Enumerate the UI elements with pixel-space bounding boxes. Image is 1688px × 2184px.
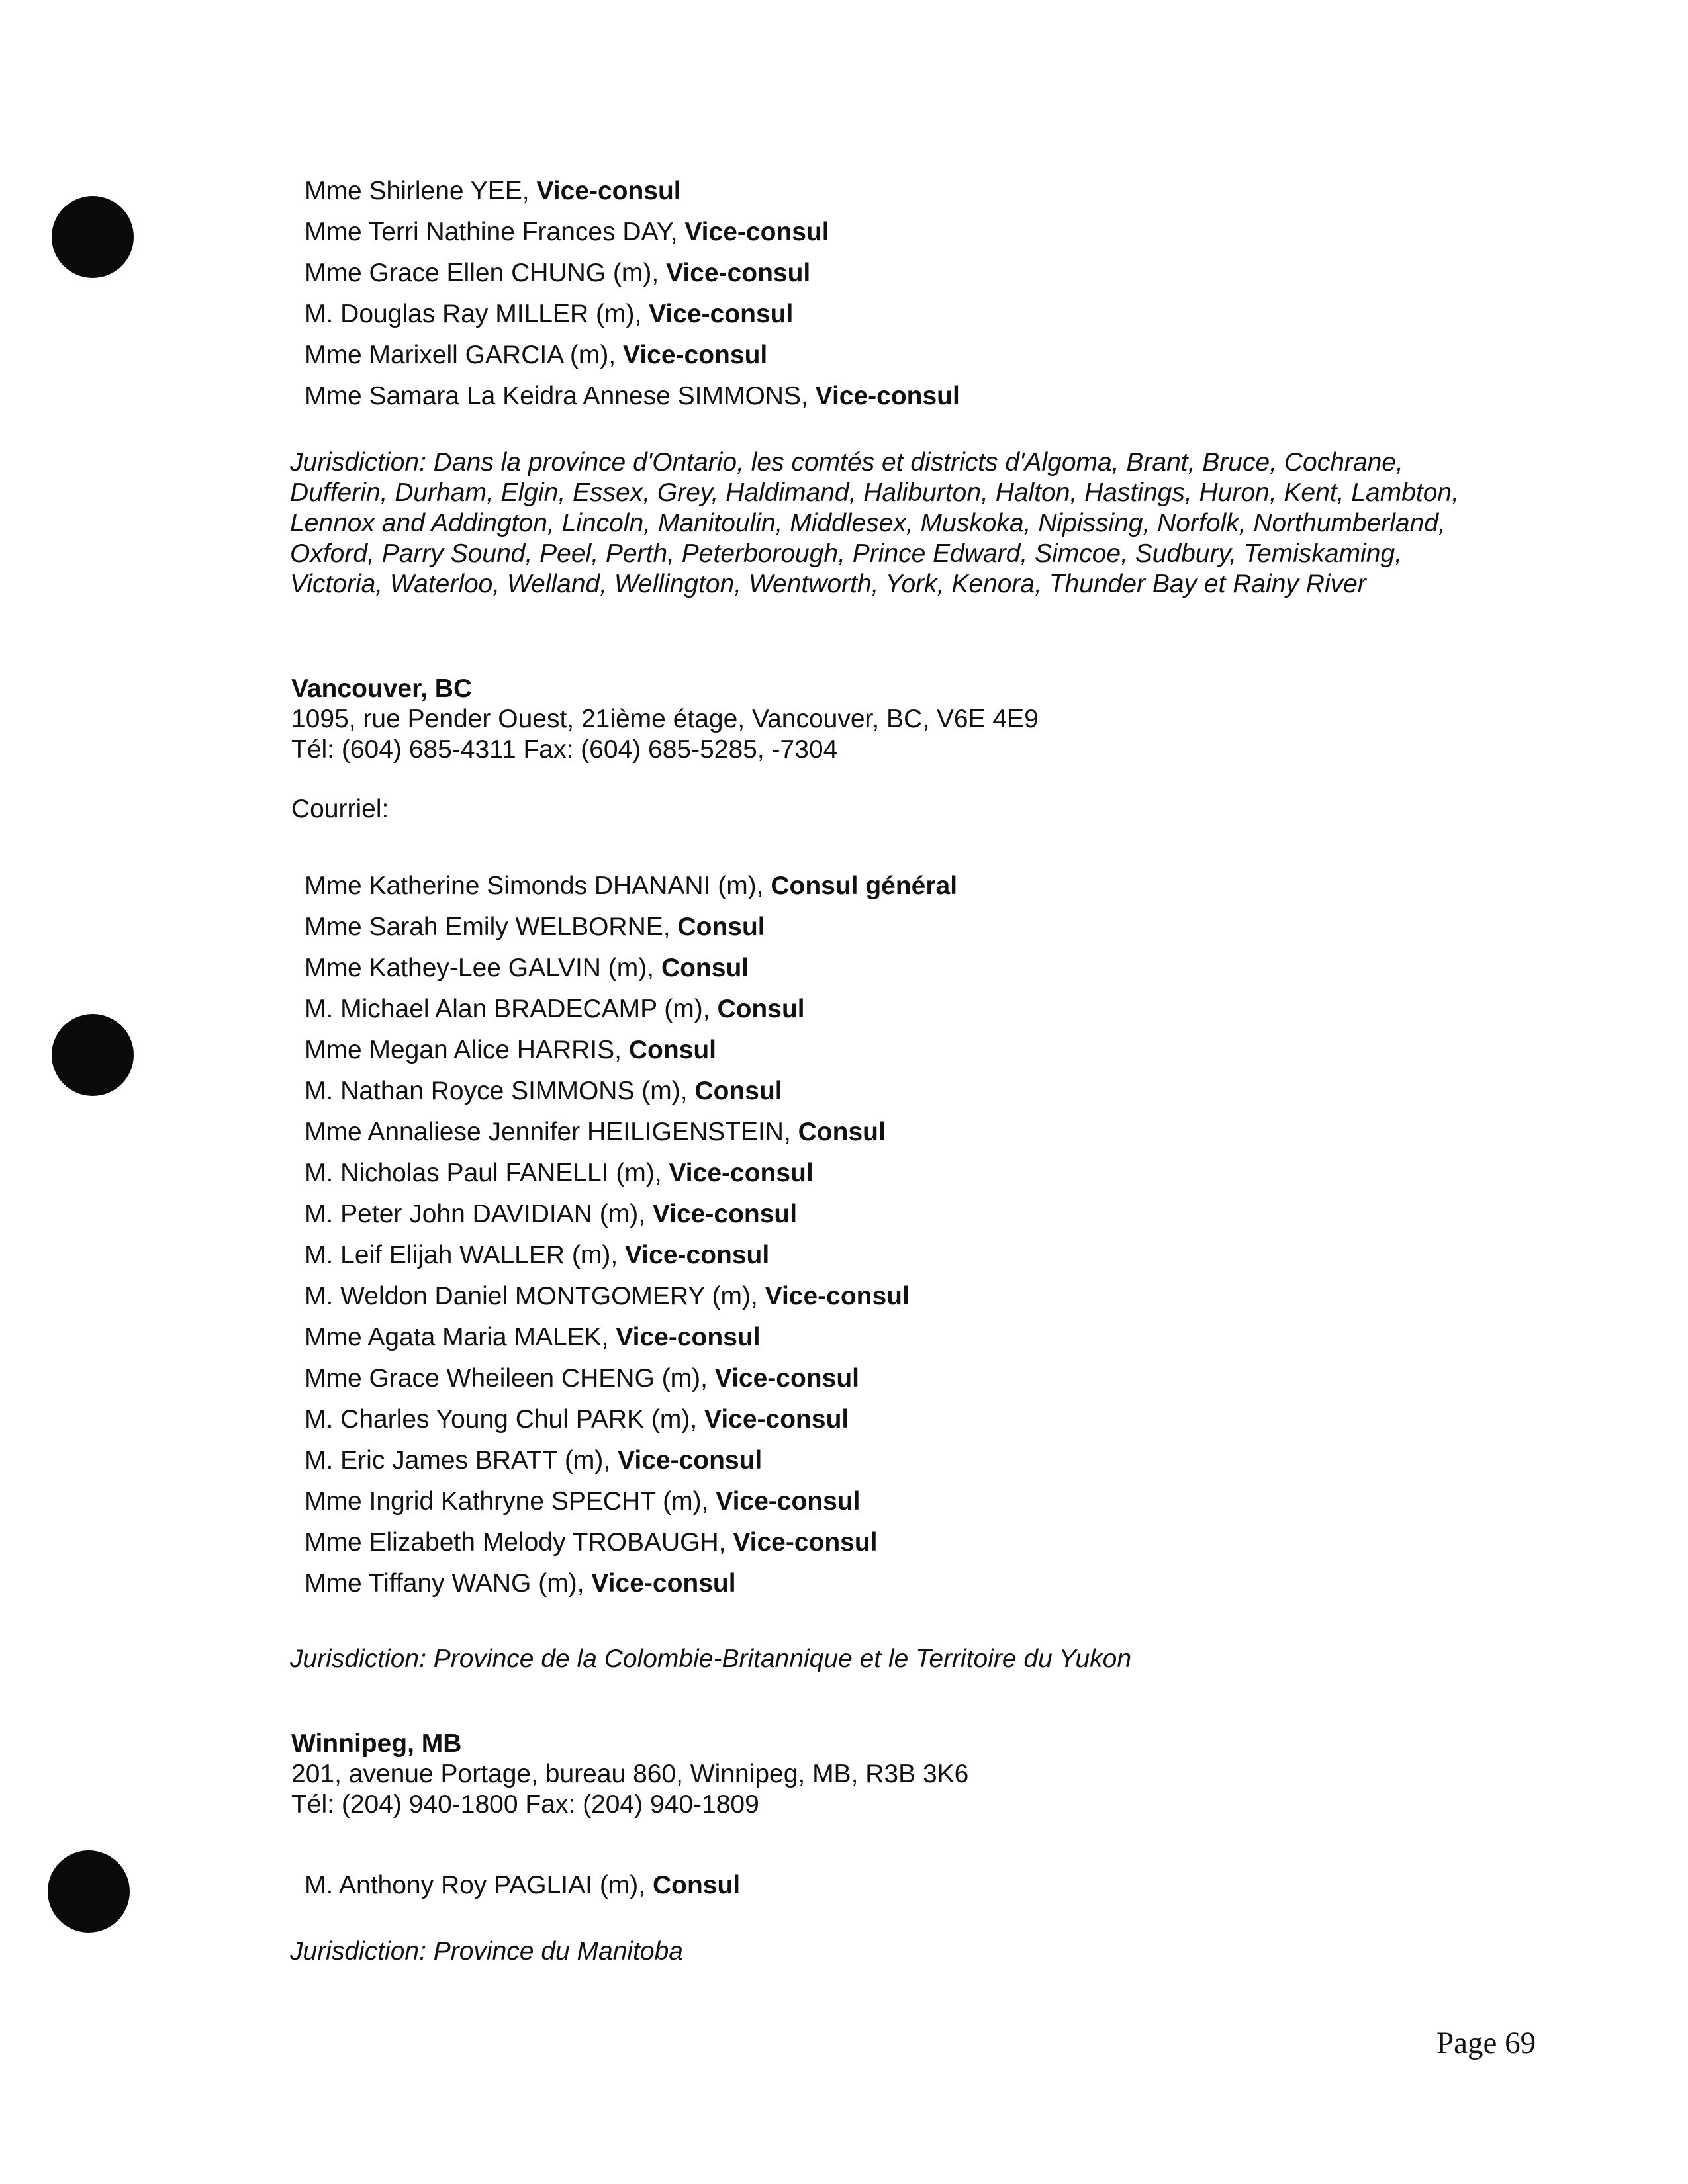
- staff-title: Vice-consul: [649, 300, 794, 328]
- staff-title: Vice-consul: [714, 1364, 859, 1392]
- vancouver-jurisdiction: Jurisdiction: Province de la Colombie-Britannique et le Territoire du Yukon: [290, 1645, 1132, 1673]
- office-phone: Tél: (204) 940-1800 Fax: (204) 940-1809: [291, 1790, 759, 1819]
- staff-entry: [305, 1399, 957, 1440]
- staff-name: Mme Marixell GARCIA (m),: [305, 341, 624, 369]
- staff-name: M. Nicholas Paul FANELLI (m),: [305, 1159, 669, 1187]
- punch-hole-bottom: [48, 1850, 130, 1933]
- staff-entry: [305, 1071, 957, 1112]
- staff-title: Vice-consul: [652, 1200, 798, 1228]
- staff-title: Vice-consul: [733, 1528, 878, 1557]
- staff-entry: [305, 376, 960, 417]
- staff-title: Vice-consul: [684, 218, 829, 246]
- staff-name: M. Leif Elijah WALLER (m),: [305, 1241, 625, 1269]
- staff-entry: [305, 1522, 957, 1563]
- staff-title: Vice-consul: [666, 259, 811, 287]
- staff-name: M. Weldon Daniel MONTGOMERY (m),: [305, 1282, 765, 1310]
- staff-entry: [305, 1235, 957, 1276]
- staff-name: M. Douglas Ray MILLER (m),: [305, 300, 649, 328]
- staff-entry: [305, 1194, 957, 1235]
- office-city: Vancouver, BC: [291, 674, 473, 703]
- punch-hole-top: [52, 196, 134, 278]
- staff-name: Mme Agata Maria MALEK,: [305, 1323, 616, 1351]
- staff-name: M. Peter John DAVIDIAN (m),: [305, 1200, 653, 1228]
- staff-name: Mme Ingrid Kathryne SPECHT (m),: [305, 1487, 716, 1516]
- staff-title: Vice-consul: [716, 1487, 861, 1516]
- staff-entry: [305, 866, 957, 907]
- staff-title: Consul: [798, 1118, 886, 1146]
- staff-entry: [305, 294, 960, 335]
- office-phone: Tél: (604) 685-4311 Fax: (604) 685-5285, -7304: [291, 735, 838, 764]
- staff-name: M. Charles Young Chul PARK (m),: [305, 1405, 705, 1433]
- staff-title: Vice-consul: [625, 1241, 770, 1269]
- staff-entry: [305, 335, 960, 376]
- page-number: Page 69: [1436, 2026, 1536, 2060]
- staff-name: Mme Samara La Keidra Annese SIMMONS,: [305, 382, 816, 410]
- office-address: 201, avenue Portage, bureau 860, Winnipeg, MB, R3B 3K6: [291, 1760, 969, 1788]
- staff-name: M. Anthony Roy PAGLIAI (m),: [305, 1871, 653, 1899]
- staff-entry: [305, 907, 957, 948]
- staff-entry: [305, 1481, 957, 1522]
- staff-title: Vice-consul: [815, 382, 960, 410]
- email-label: Courriel:: [291, 795, 389, 823]
- staff-name: M. Eric James BRATT (m),: [305, 1446, 618, 1475]
- staff-name: Mme Megan Alice HARRIS,: [305, 1036, 629, 1064]
- winnipeg-staff-list: [305, 1865, 740, 1906]
- staff-title: Vice-consul: [765, 1282, 910, 1310]
- staff-name: Mme Kathey-Lee GALVIN (m),: [305, 954, 661, 982]
- staff-title: Consul: [652, 1871, 741, 1899]
- toronto-staff-list: [305, 171, 960, 417]
- staff-title: Consul: [677, 913, 765, 941]
- office-city: Winnipeg, MB: [291, 1729, 462, 1758]
- staff-entry: [305, 1112, 957, 1153]
- staff-title: Consul: [628, 1036, 716, 1064]
- staff-entry: [305, 253, 960, 294]
- staff-entry: [305, 1030, 957, 1071]
- staff-title: Vice-consul: [591, 1569, 736, 1598]
- staff-entry: [305, 1317, 957, 1358]
- staff-name: Mme Katherine Simonds DHANANI (m),: [305, 872, 771, 900]
- staff-title: Consul général: [771, 872, 958, 900]
- staff-entry: [305, 948, 957, 989]
- staff-name: Mme Tiffany WANG (m),: [305, 1569, 592, 1598]
- staff-title: Vice-consul: [536, 177, 681, 205]
- staff-name: M. Nathan Royce SIMMONS (m),: [305, 1077, 695, 1105]
- staff-title: Consul: [661, 954, 749, 982]
- staff-entry: [305, 1563, 957, 1604]
- office-address: 1095, rue Pender Ouest, 21ième étage, Vancouver, BC, V6E 4E9: [291, 705, 1039, 733]
- staff-title: Consul: [694, 1077, 782, 1105]
- staff-title: Consul: [717, 995, 805, 1023]
- staff-name: M. Michael Alan BRADECAMP (m),: [305, 995, 718, 1023]
- staff-name: Mme Annaliese Jennifer HEILIGENSTEIN,: [305, 1118, 798, 1146]
- staff-entry: [305, 989, 957, 1030]
- staff-entry: [305, 1358, 957, 1399]
- vancouver-staff-list: [305, 866, 957, 1604]
- staff-entry: [305, 1440, 957, 1481]
- staff-entry: [305, 171, 960, 212]
- staff-title: Vice-consul: [616, 1323, 761, 1351]
- staff-name: Mme Grace Wheileen CHENG (m),: [305, 1364, 715, 1392]
- staff-title: Vice-consul: [704, 1405, 849, 1433]
- staff-name: Mme Elizabeth Melody TROBAUGH,: [305, 1528, 733, 1557]
- staff-entry: [305, 1276, 957, 1317]
- staff-entry: [305, 1865, 740, 1906]
- punch-hole-middle: [52, 1014, 134, 1096]
- vancouver-office: [291, 674, 1039, 765]
- staff-title: Vice-consul: [618, 1446, 763, 1475]
- staff-name: Mme Sarah Emily WELBORNE,: [305, 913, 678, 941]
- staff-name: Mme Terri Nathine Frances DAY,: [305, 218, 685, 246]
- staff-name: Mme Shirlene YEE,: [305, 177, 537, 205]
- winnipeg-office: [291, 1729, 968, 1820]
- staff-title: Vice-consul: [623, 341, 768, 369]
- staff-title: Vice-consul: [669, 1159, 814, 1187]
- staff-name: Mme Grace Ellen CHUNG (m),: [305, 259, 667, 287]
- staff-entry: [305, 212, 960, 253]
- staff-entry: [305, 1153, 957, 1194]
- winnipeg-jurisdiction: Jurisdiction: Province du Manitoba: [290, 1937, 683, 1966]
- toronto-jurisdiction: Jurisdiction: Dans la province d'Ontario, les comtés et districts d'Algoma, Brant, Bruce, Cochrane, Dufferin, Durham, Elgin, Essex, Grey, Haldimand, Haliburton, Halton, Hastings, Huron, Kent, Lambton, Lennox and Addington, Lincoln, Manitoulin, Middlesex, Muskoka, Nipissing, Norfolk, Northumberland, Oxford, Parry Sound, Peel, Perth, Peterborough, Prince Edward, Simcoe, Sudbury, Temiskaming, Victoria, Waterloo, Welland, Wellington, Wentworth, York, Kenora, Thunder Bay et Rainy River: [290, 448, 1459, 598]
